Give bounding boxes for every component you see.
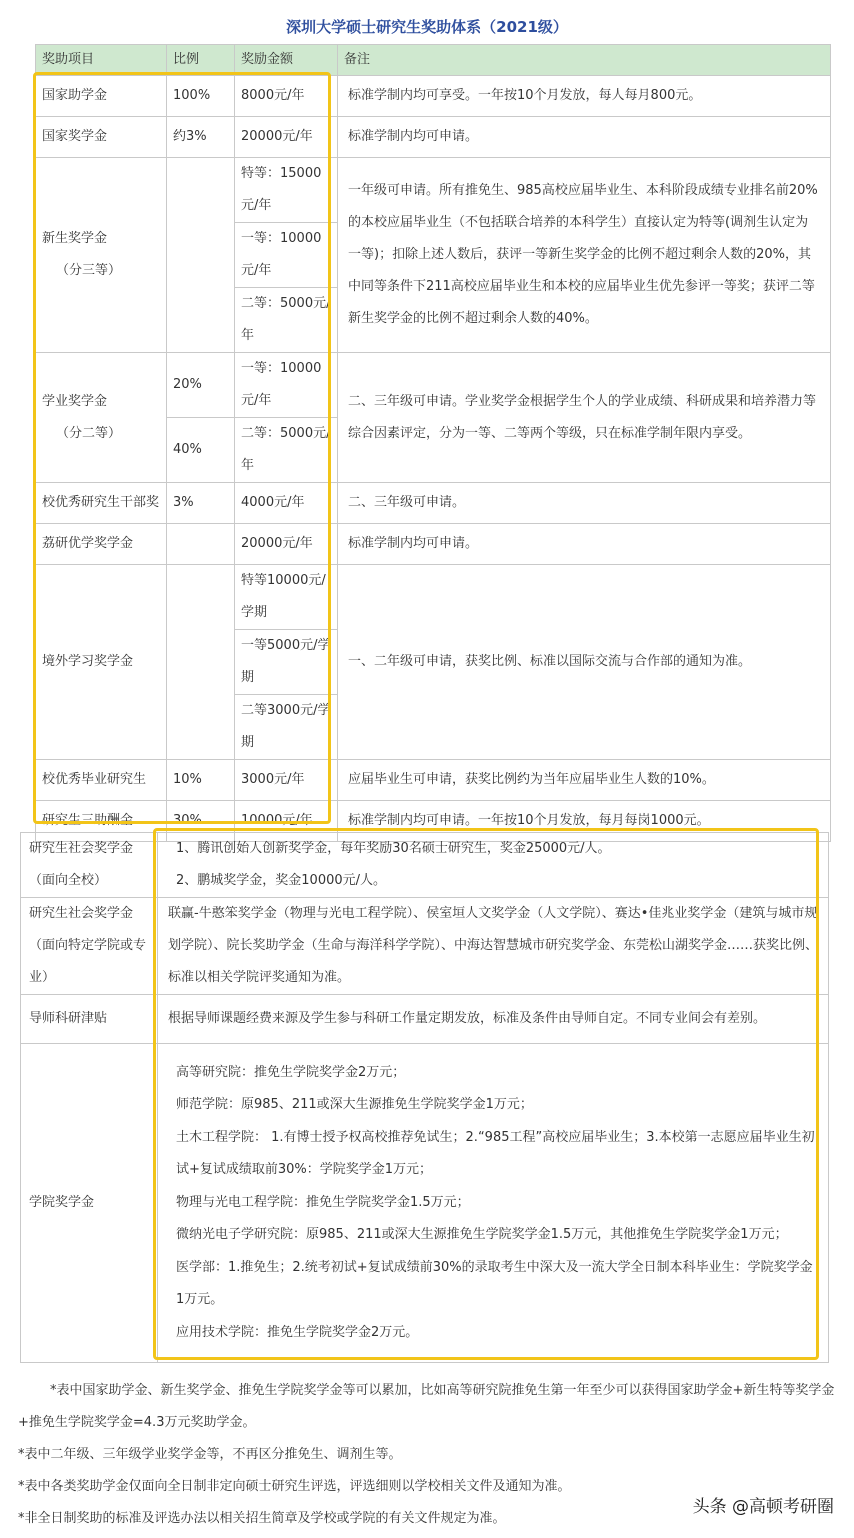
note-line: 土木工程学院： 1.有博士授予权高校推荐免试生；2.“985工程”高校应届毕业生；3.本校第一志愿应届毕业生初试+复试成绩取前30%：学院奖学金1万元； <box>176 1129 815 1178</box>
watermark <box>693 1492 834 1517</box>
item-ratio: 40% <box>167 418 235 483</box>
table-row <box>36 483 831 524</box>
item-amount: 特等10000元/学期 <box>235 565 338 630</box>
table-row <box>36 76 831 117</box>
item-amount: 一等5000元/学期 <box>235 630 338 695</box>
note-line: 物理与光电工程学院：推免生学院奖学金1.5万元； <box>176 1194 470 1210</box>
item-name-sub: （分二等） <box>56 425 122 441</box>
item-amount: 二等3000元/学期 <box>235 695 338 760</box>
item-amount: 一等：10000元/年 <box>235 353 338 418</box>
note-line: 微纳光电子学研究院：原985、211或深大生源推免生学院奖学金1.5万元，其他推免生学院奖学金1万元； <box>176 1227 788 1243</box>
item-name: 校优秀研究生干部奖 <box>36 483 167 524</box>
table-header-row <box>36 45 831 76</box>
item-note: 根据导师课题经费来源及学生参与科研工作量定期发放，标准及条件由导师自定。不同专业间会有差别。 <box>158 995 829 1044</box>
item-name: 校优秀毕业研究生 <box>36 760 167 801</box>
item-name <box>36 158 167 353</box>
table-row <box>36 565 831 630</box>
table-row <box>36 117 831 158</box>
item-ratio: 10% <box>167 760 235 801</box>
item-ratio: 20% <box>167 353 235 418</box>
table-row <box>36 353 831 418</box>
item-name: 研究生社会奖学金（面向全校） <box>21 833 158 898</box>
table-row <box>21 1044 829 1363</box>
note-line: 医学部：1.推免生；2.统考初试+复试成绩前30%的录取考生中深大及一流大学全日制本科毕业生：学院奖学金1万元。 <box>176 1259 813 1308</box>
item-ratio: 30% <box>167 801 235 842</box>
scholarship-table <box>35 44 831 842</box>
item-amount: 8000元/年 <box>235 76 338 117</box>
item-name-line: 新生奖学金 <box>42 231 108 246</box>
item-amount: 20000元/年 <box>235 524 338 565</box>
item-note: 标准学制内均可申请。一年按10个月发放，每月每岗1000元。 <box>338 801 831 842</box>
other-scholarship-table <box>20 832 829 1363</box>
item-note: 标准学制内均可申请。 <box>338 117 831 158</box>
item-name-sub: （分三等） <box>56 263 122 278</box>
note-line: 师范学院：原985、211或深大生源推免生学院奖学金1万元； <box>176 1097 533 1113</box>
item-name: 境外学习奖学金 <box>36 565 167 760</box>
item-ratio: 3% <box>167 483 235 524</box>
item-amount: 10000元/年 <box>235 801 338 842</box>
item-name: 研究生三助酬金 <box>36 801 167 842</box>
item-ratio: 100% <box>167 76 235 117</box>
item-note: 二、三年级可申请。学业奖学金根据学生个人的学业成绩、科研成果和培养潜力等综合因素评定，分为一等、二等两个等级，只在标准学制年限内享受。 <box>338 353 831 483</box>
item-note: 一、二年级可申请，获奖比例、标准以国际交流与合作部的通知为准。 <box>338 565 831 760</box>
item-name <box>36 353 167 483</box>
item-ratio <box>167 158 235 353</box>
table-row <box>36 524 831 565</box>
item-note: 应届毕业生可申请，获奖比例约为当年应届毕业生人数的10%。 <box>338 760 831 801</box>
item-note: 一年级可申请。所有推免生、985高校应届毕业生、本科阶段成绩专业排名前20%的本校应届毕业生（不包括联合培养的本科学生）直接认定为特等(调剂生认定为一等)；扣除上述人数后，获评一等新生奖学金的比例不超过剩余人数的20%，其中同等条件下211高校应届毕业生和本校的应届毕业生优先参评一等奖；获评二等新生奖学金的比例不超过剩余人数的40%。 <box>338 158 831 353</box>
table-row <box>36 158 831 223</box>
item-note <box>158 833 829 898</box>
note-line: 高等研究院：推免生学院奖学金2万元； <box>176 1064 406 1080</box>
watermark-text: 头条 @高顿考研圈 <box>692 1497 834 1517</box>
item-note: 二、三年级可申请。 <box>338 483 831 524</box>
note-line: 应用技术学院：推免生学院奖学金2万元。 <box>176 1324 419 1340</box>
item-amount: 特等：15000元/年 <box>235 158 338 223</box>
item-note: 标准学制内均可申请。 <box>338 524 831 565</box>
item-ratio <box>167 524 235 565</box>
note-line: 2、鹏城奖学金，奖金10000元/人。 <box>176 873 387 888</box>
header-amount: 奖励金额 <box>235 45 338 76</box>
item-name: 学院奖学金 <box>21 1044 158 1363</box>
item-amount: 二等：5000元/年 <box>235 418 338 483</box>
table-row <box>36 760 831 801</box>
footnote: *表中各类奖助学金仅面向全日制非定向硕士研究生评选，评选细则以学校相关文件及通知为准。 <box>18 1479 571 1494</box>
item-note <box>158 1044 829 1363</box>
footnote: *表中二年级、三年级学业奖学金等，不再区分推免生、调剂生等。 <box>18 1447 402 1462</box>
table-row <box>21 833 829 898</box>
item-amount: 二等：5000元/年 <box>235 288 338 353</box>
footnote: *表中国家助学金、新生奖学金、推免生学院奖学金等可以累加，比如高等研究院推免生第一年至少可以获得国家助学金+新生特等奖学金+推免生学院奖学金=4.3万元奖助学金。 <box>18 1383 835 1430</box>
item-name: 荔研优学奖学金 <box>36 524 167 565</box>
table-row <box>21 898 829 995</box>
item-amount: 一等：10000元/年 <box>235 223 338 288</box>
item-name: 研究生社会奖学金（面向特定学院或专业） <box>21 898 158 995</box>
footnote: *非全日制奖助的标准及评选办法以相关招生简章及学校或学院的有关文件规定为准。 <box>18 1511 506 1526</box>
item-name: 导师科研津贴 <box>21 995 158 1044</box>
item-note: 标准学制内均可享受。一年按10个月发放，每人每月800元。 <box>338 76 831 117</box>
item-amount: 4000元/年 <box>235 483 338 524</box>
item-amount: 3000元/年 <box>235 760 338 801</box>
item-ratio <box>167 565 235 760</box>
item-name: 国家奖学金 <box>36 117 167 158</box>
header-ratio: 比例 <box>167 45 235 76</box>
table-row <box>21 995 829 1044</box>
item-name-line: 学业奖学金 <box>42 393 108 409</box>
item-amount: 20000元/年 <box>235 117 338 158</box>
note-line: 1、腾讯创始人创新奖学金，每年奖励30名硕士研究生，奖金25000元/人。 <box>176 841 611 856</box>
item-name: 国家助学金 <box>36 76 167 117</box>
item-ratio: 约3% <box>167 117 235 158</box>
header-note: 备注 <box>338 45 831 76</box>
page-title: 深圳大学硕士研究生奖助体系（2021级） <box>286 18 568 36</box>
header-item: 奖助项目 <box>36 45 167 76</box>
item-note: 联赢-牛憨笨奖学金（物理与光电工程学院）、侯室垣人文奖学金（人文学院）、赛达•佳兆业奖学金（建筑与城市规划学院）、院长奖助学金（生命与海洋科学学院）、中海达智慧城市研究奖学金、东莞松山湖奖学金……获奖比例、标准以相关学院评奖通知为准。 <box>158 898 829 995</box>
